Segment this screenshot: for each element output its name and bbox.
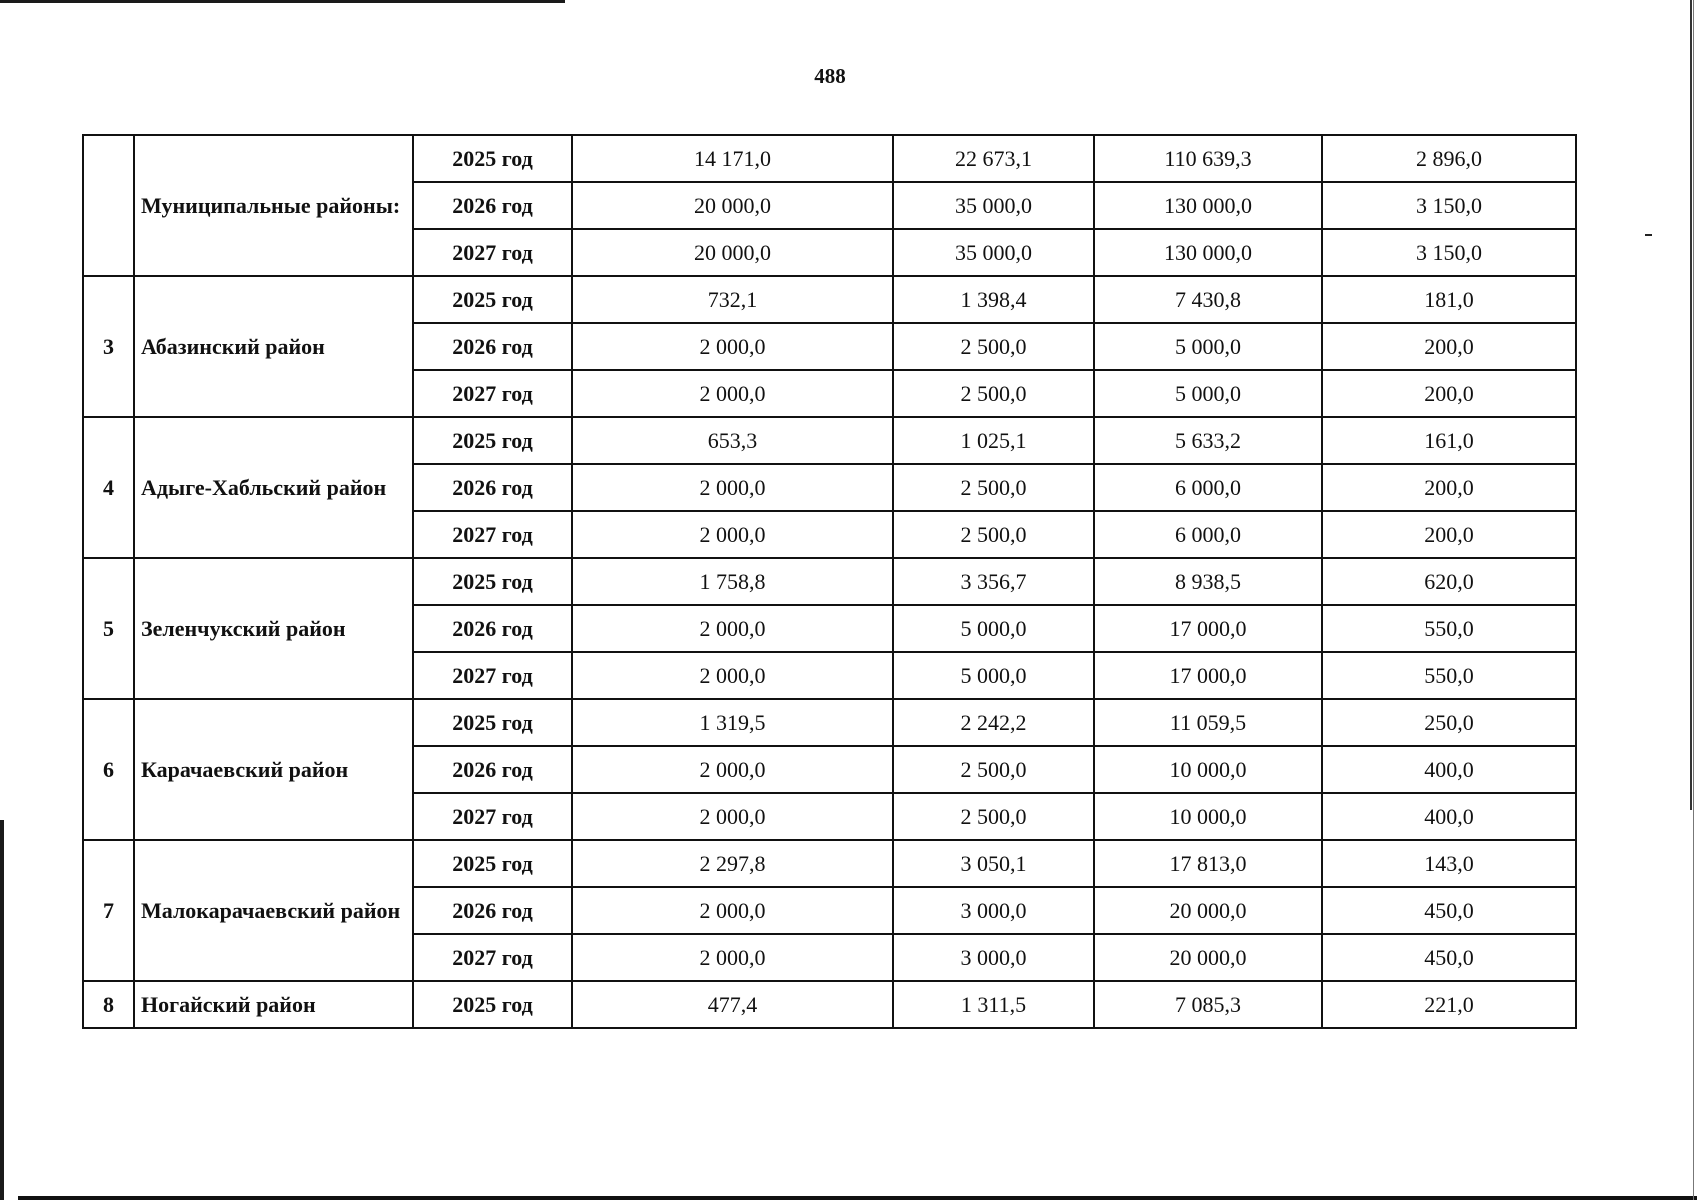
value-cell: 143,0 [1322,840,1576,887]
value-cell: 200,0 [1322,464,1576,511]
district-name: Абазинский район [134,276,413,417]
year-label: 2027 год [413,934,572,981]
value-cell: 2 000,0 [572,793,893,840]
value-cell: 22 673,1 [893,135,1094,182]
table-row [83,840,1576,887]
value-cell: 110 639,3 [1094,135,1322,182]
value-cell: 200,0 [1322,370,1576,417]
table-row [83,417,1576,464]
table-row [83,276,1576,323]
value-cell: 3 000,0 [893,934,1094,981]
value-cell: 450,0 [1322,887,1576,934]
value-cell: 620,0 [1322,558,1576,605]
year-label: 2027 год [413,652,572,699]
value-cell: 5 000,0 [893,605,1094,652]
row-number: 8 [83,981,134,1028]
value-cell: 1 758,8 [572,558,893,605]
scan-dash-mark [1645,234,1652,236]
value-cell: 1 398,4 [893,276,1094,323]
scan-right-edge [1690,0,1692,810]
value-cell: 17 000,0 [1094,605,1322,652]
value-cell: 14 171,0 [572,135,893,182]
value-cell: 20 000,0 [572,182,893,229]
scan-right-edge-thin [1693,0,1694,1200]
table-row [83,981,1576,1028]
value-cell: 7 430,8 [1094,276,1322,323]
year-label: 2026 год [413,182,572,229]
value-cell: 200,0 [1322,323,1576,370]
value-cell: 35 000,0 [893,182,1094,229]
value-cell: 550,0 [1322,605,1576,652]
page-number: 488 [814,64,846,88]
value-cell: 2 000,0 [572,323,893,370]
value-cell: 400,0 [1322,793,1576,840]
value-cell: 1 311,5 [893,981,1094,1028]
value-cell: 1 025,1 [893,417,1094,464]
row-number [83,135,134,276]
value-cell: 450,0 [1322,934,1576,981]
value-cell: 130 000,0 [1094,182,1322,229]
table-row [83,135,1576,182]
value-cell: 2 500,0 [893,511,1094,558]
value-cell: 161,0 [1322,417,1576,464]
year-label: 2025 год [413,699,572,746]
value-cell: 2 000,0 [572,934,893,981]
value-cell: 250,0 [1322,699,1576,746]
value-cell: 3 150,0 [1322,182,1576,229]
value-cell: 130 000,0 [1094,229,1322,276]
value-cell: 2 500,0 [893,746,1094,793]
district-name: Ногайский район [134,981,413,1028]
district-name: Адыге-Хабльский район [134,417,413,558]
year-label: 2025 год [413,417,572,464]
value-cell: 400,0 [1322,746,1576,793]
value-cell: 20 000,0 [1094,934,1322,981]
table-body [83,135,1576,1028]
value-cell: 5 000,0 [1094,370,1322,417]
value-cell: 6 000,0 [1094,464,1322,511]
value-cell: 20 000,0 [1094,887,1322,934]
value-cell: 221,0 [1322,981,1576,1028]
district-name: Зеленчукский район [134,558,413,699]
value-cell: 2 500,0 [893,793,1094,840]
value-cell: 2 000,0 [572,464,893,511]
value-cell: 10 000,0 [1094,793,1322,840]
scan-top-line [0,0,565,3]
district-name: Карачаевский район [134,699,413,840]
value-cell: 2 500,0 [893,464,1094,511]
value-cell: 732,1 [572,276,893,323]
value-cell: 2 000,0 [572,370,893,417]
year-label: 2026 год [413,887,572,934]
year-label: 2025 год [413,840,572,887]
value-cell: 2 000,0 [572,511,893,558]
year-label: 2025 год [413,981,572,1028]
value-cell: 7 085,3 [1094,981,1322,1028]
year-label: 2027 год [413,229,572,276]
table-row [83,558,1576,605]
row-number: 7 [83,840,134,981]
value-cell: 20 000,0 [572,229,893,276]
value-cell: 2 500,0 [893,370,1094,417]
row-number: 3 [83,276,134,417]
value-cell: 2 000,0 [572,887,893,934]
value-cell: 8 938,5 [1094,558,1322,605]
table-row [83,699,1576,746]
value-cell: 1 319,5 [572,699,893,746]
value-cell: 550,0 [1322,652,1576,699]
year-label: 2025 год [413,558,572,605]
value-cell: 17 000,0 [1094,652,1322,699]
value-cell: 5 633,2 [1094,417,1322,464]
value-cell: 2 000,0 [572,746,893,793]
district-name: Муниципальные районы: [134,135,413,276]
value-cell: 17 813,0 [1094,840,1322,887]
value-cell: 2 297,8 [572,840,893,887]
scan-bottom-band [18,1196,1697,1200]
year-label: 2027 год [413,370,572,417]
value-cell: 3 356,7 [893,558,1094,605]
value-cell: 653,3 [572,417,893,464]
value-cell: 2 500,0 [893,323,1094,370]
value-cell: 35 000,0 [893,229,1094,276]
value-cell: 3 050,1 [893,840,1094,887]
value-cell: 2 896,0 [1322,135,1576,182]
year-label: 2026 год [413,746,572,793]
value-cell: 5 000,0 [893,652,1094,699]
value-cell: 200,0 [1322,511,1576,558]
year-label: 2026 год [413,605,572,652]
value-cell: 2 000,0 [572,652,893,699]
year-label: 2025 год [413,135,572,182]
district-name: Малокарачаевский район [134,840,413,981]
row-number: 5 [83,558,134,699]
value-cell: 6 000,0 [1094,511,1322,558]
value-cell: 2 000,0 [572,605,893,652]
value-cell: 3 150,0 [1322,229,1576,276]
scan-left-edge [0,820,4,1200]
value-cell: 3 000,0 [893,887,1094,934]
year-label: 2027 год [413,793,572,840]
year-label: 2026 год [413,323,572,370]
budget-table [82,134,1577,1029]
value-cell: 10 000,0 [1094,746,1322,793]
row-number: 4 [83,417,134,558]
value-cell: 477,4 [572,981,893,1028]
value-cell: 181,0 [1322,276,1576,323]
row-number: 6 [83,699,134,840]
value-cell: 2 242,2 [893,699,1094,746]
year-label: 2027 год [413,511,572,558]
year-label: 2026 год [413,464,572,511]
value-cell: 5 000,0 [1094,323,1322,370]
value-cell: 11 059,5 [1094,699,1322,746]
year-label: 2025 год [413,276,572,323]
